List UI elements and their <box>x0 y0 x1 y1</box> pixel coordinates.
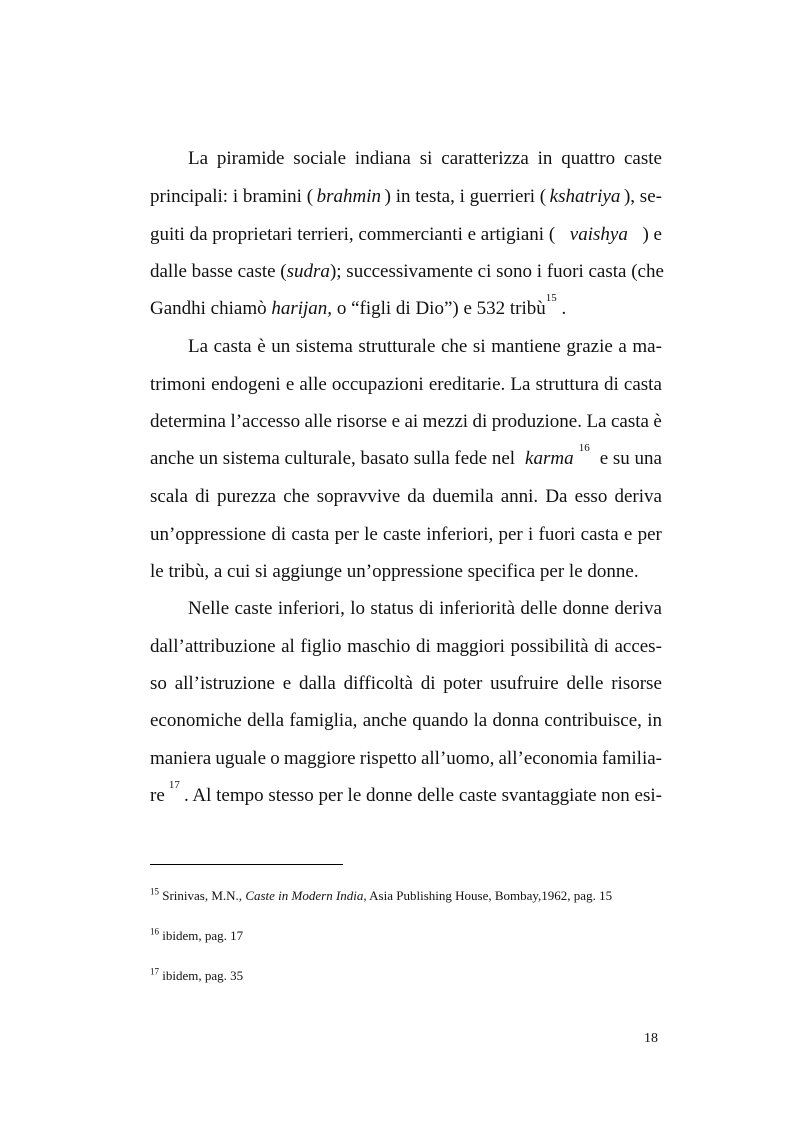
word: deriva <box>614 486 662 507</box>
word: o <box>270 748 280 769</box>
p1-line-1 <box>188 148 662 170</box>
word: Nelle <box>188 598 230 619</box>
word: all’uomo, <box>420 748 495 769</box>
text: re <box>150 785 165 806</box>
word: è <box>257 336 266 357</box>
text: principali: i bramini ( <box>150 186 314 207</box>
word: poter <box>443 673 483 694</box>
word: a <box>618 336 627 357</box>
word: casta <box>580 524 619 545</box>
italic-term: sudra <box>286 261 330 282</box>
word: i <box>527 524 534 545</box>
word: fuori <box>538 524 576 545</box>
word: e <box>391 411 401 432</box>
text: o “figli di Dio”) e 532 tribù <box>332 298 546 319</box>
text: . <box>556 298 567 319</box>
word: casta <box>610 411 649 432</box>
p2-line-6 <box>150 524 662 546</box>
word: per <box>334 524 359 545</box>
text: Gandhi chiamò <box>150 298 272 319</box>
word: al <box>281 636 295 657</box>
word: La <box>188 148 209 169</box>
word: piramide <box>216 148 285 169</box>
text: Srinivas, M.N., <box>159 888 246 903</box>
word: famiglia, <box>289 710 358 731</box>
text: e su una <box>594 448 662 469</box>
text: , Asia Publishing House, Bombay,1962, pag. 15 <box>363 888 613 903</box>
p3-line-2 <box>150 636 662 658</box>
word: all’economia <box>498 748 598 769</box>
word: sopravvive <box>316 486 401 507</box>
word: che <box>283 486 310 507</box>
word: di <box>271 524 287 545</box>
word: è <box>653 411 662 432</box>
word: usufruire <box>490 673 559 694</box>
footnote-17 <box>150 968 243 984</box>
word: all’istruzione <box>174 673 275 694</box>
word: purezza <box>217 486 277 507</box>
word: ereditarie. <box>428 374 506 395</box>
word: e <box>623 524 633 545</box>
word: di <box>472 411 488 432</box>
p1-line-4 <box>150 261 662 283</box>
word: delle <box>520 598 558 619</box>
word: difficoltà <box>343 673 413 694</box>
word: maniera <box>150 748 212 769</box>
italic-term: harijan, <box>271 298 333 319</box>
word: uguale <box>215 748 267 769</box>
p3-line-4 <box>150 710 662 732</box>
word: lo <box>350 598 365 619</box>
text: ); successivamente ci sono i fuori casta (che <box>329 261 664 282</box>
word: acces- <box>614 636 662 657</box>
word: donna <box>492 710 539 731</box>
word: inferiori, <box>426 524 494 545</box>
p1-line-3 <box>150 224 662 246</box>
word: un’oppressione <box>150 524 267 545</box>
word: Da <box>545 486 568 507</box>
word: e <box>285 374 295 395</box>
word: La <box>510 374 531 395</box>
word: duemila <box>432 486 494 507</box>
word: possibilità <box>510 636 589 657</box>
p2-line-4 <box>150 442 662 470</box>
word: per <box>637 524 662 545</box>
word: caste <box>623 148 662 169</box>
footnote-number: 17 <box>150 966 159 977</box>
word: determina <box>150 411 226 432</box>
word: economiche <box>150 710 242 731</box>
word: La <box>586 411 607 432</box>
word: produzione. <box>491 411 582 432</box>
footnote-ref-17[interactable]: 17 <box>168 779 180 791</box>
word: di <box>415 636 431 657</box>
word: casta <box>623 374 662 395</box>
word: un <box>271 336 291 357</box>
word: in <box>537 148 553 169</box>
word: donne <box>562 598 610 619</box>
word: esso <box>574 486 608 507</box>
word: per <box>498 524 523 545</box>
word: anche <box>362 710 407 731</box>
footnote-15 <box>150 888 612 904</box>
word: risorse <box>336 411 388 432</box>
p2-line-3 <box>150 411 662 433</box>
word: endogeni <box>211 374 281 395</box>
word: scala <box>150 486 188 507</box>
word: indiana <box>354 148 411 169</box>
p3-line-3 <box>150 673 662 695</box>
word: grazie <box>566 336 613 357</box>
word: caratterizza <box>441 148 529 169</box>
word: quattro <box>561 148 616 169</box>
word: che <box>440 336 468 357</box>
word: inferiorità <box>439 598 516 619</box>
text: dalle basse caste ( <box>150 261 287 282</box>
word: di <box>594 636 609 657</box>
word: ai <box>404 411 419 432</box>
word: caste <box>234 598 273 619</box>
word: si <box>419 148 433 169</box>
word: alle <box>299 374 327 395</box>
word: maggiore <box>283 748 356 769</box>
word: so <box>150 673 167 694</box>
p3-line-5 <box>150 748 662 770</box>
p2-line-5 <box>150 486 662 508</box>
p3-line-1 <box>188 598 662 620</box>
p3-line-6 <box>150 779 662 807</box>
word: contribuisce, <box>544 710 642 731</box>
text: ibidem, pag. 17 <box>159 928 244 943</box>
word: maschio <box>347 636 411 657</box>
p2-line-7: le tribù, a cui si aggiunge un’oppressione specifica per le donne. <box>150 561 639 582</box>
word: di <box>418 598 434 619</box>
word: di <box>604 374 619 395</box>
word: maggiori <box>436 636 505 657</box>
text: guiti da proprietari terrieri, commercianti e artigiani ( <box>150 224 556 245</box>
p2-line-2 <box>150 374 662 396</box>
footnote-ref-15[interactable]: 15 <box>545 292 557 304</box>
word: dalla <box>298 673 336 694</box>
word: alle <box>304 411 332 432</box>
word: le <box>364 524 378 545</box>
word: figlio <box>300 636 342 657</box>
footnote-separator <box>150 864 343 865</box>
word: si <box>472 336 486 357</box>
word: della <box>247 710 285 731</box>
word: l’accesso <box>230 411 301 432</box>
word: mantiene <box>491 336 561 357</box>
word: caste <box>383 524 421 545</box>
word: sociale <box>293 148 347 169</box>
word: trimoni <box>150 374 206 395</box>
word: di <box>420 673 436 694</box>
word: La <box>188 336 209 357</box>
text: ) in testa, i guerrieri ( <box>384 186 547 207</box>
word: ma- <box>632 336 662 357</box>
word: casta <box>291 524 330 545</box>
p2-line-1 <box>188 336 662 358</box>
book-title: Caste in Modern India <box>245 888 364 903</box>
word: la <box>473 710 488 731</box>
word: da <box>407 486 426 507</box>
word: casta <box>213 336 252 357</box>
text: . Al tempo stesso per le donne delle caste svantaggiate non esi- <box>183 785 662 806</box>
word: strutturale <box>358 336 436 357</box>
word: struttura <box>535 374 599 395</box>
text: anche un sistema culturale, basato sulla fede nel <box>150 448 520 469</box>
text: ) e <box>642 224 662 245</box>
word: occupazioni <box>331 374 424 395</box>
word: mezzi <box>422 411 469 432</box>
footnote-number: 15 <box>150 886 159 897</box>
word: delle <box>566 673 604 694</box>
word: familia- <box>601 748 662 769</box>
p1-line-2 <box>150 186 662 208</box>
word: rispetto <box>359 748 417 769</box>
italic-term: vaishya <box>569 224 628 245</box>
word: inferiori, <box>277 598 345 619</box>
footnote-ref-16[interactable]: 16 <box>578 442 590 454</box>
footnote-number: 16 <box>150 926 159 937</box>
word: in <box>647 710 662 731</box>
word: dall’attribuzione <box>150 636 276 657</box>
word: quando <box>412 710 469 731</box>
word: di <box>195 486 210 507</box>
word: deriva <box>614 598 662 619</box>
word: anni. <box>500 486 539 507</box>
word: sistema <box>295 336 353 357</box>
italic-term: kshatriya <box>549 186 621 207</box>
page-number: 18 <box>644 1031 658 1046</box>
italic-term: karma <box>525 448 574 469</box>
word: risorse <box>611 673 662 694</box>
p1-line-5 <box>150 292 662 320</box>
text: ), se- <box>623 186 662 207</box>
word: e <box>282 673 292 694</box>
text: ibidem, pag. 35 <box>159 968 244 983</box>
footnote-16 <box>150 928 243 944</box>
italic-term: brahmin <box>316 186 382 207</box>
word: status <box>370 598 414 619</box>
